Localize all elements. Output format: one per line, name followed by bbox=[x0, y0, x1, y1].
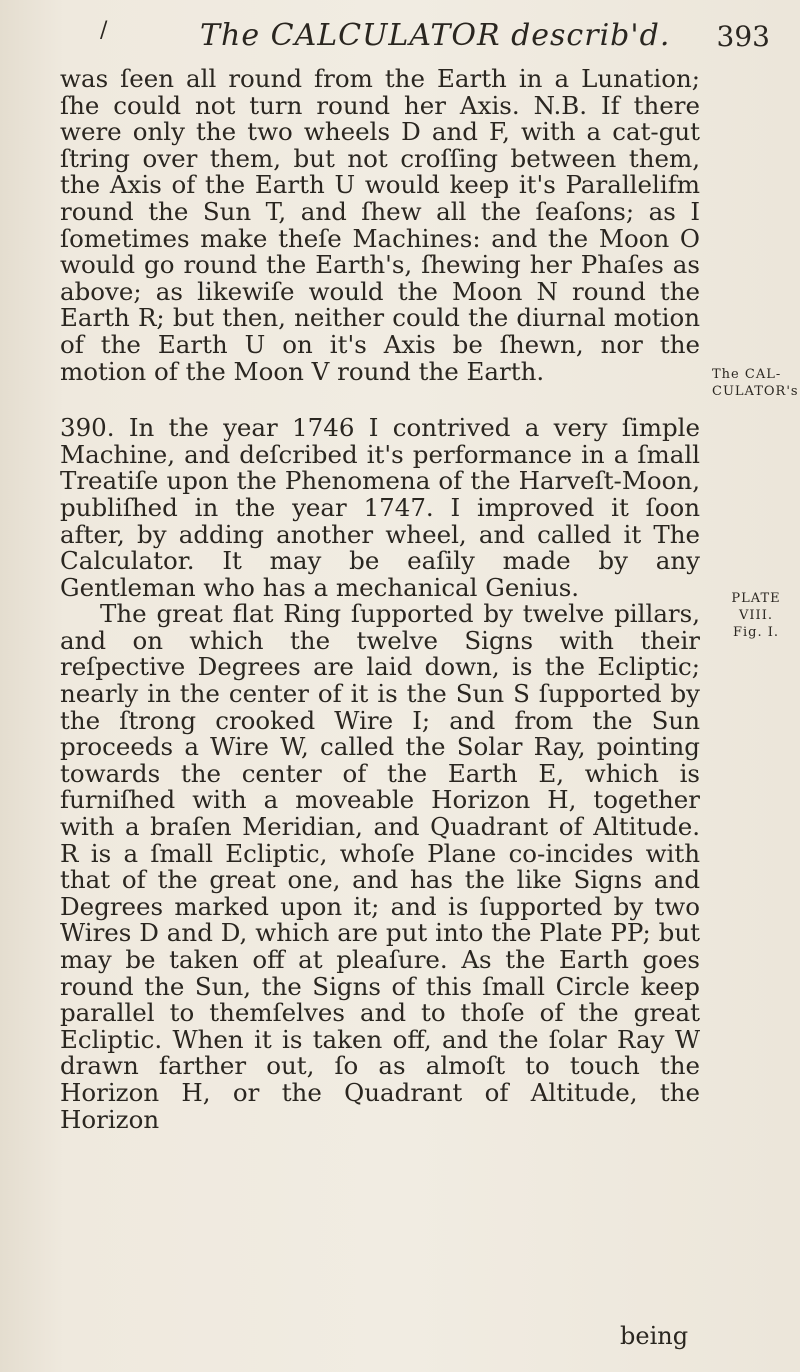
paragraph-continuation: was ſeen all round from the Earth in a Lunation; ſhe could not turn round her Axis. N.B. If there were only the two wheels D and F, with a cat-gut ſtring over them, but not croſſing between them, the Axis of the Earth U would keep it's Parallelifm round the Sun T, and ſhew all the ſeaſons; as I ſometimes make theſe Machines: and the Moon O would go round the Earth's, ſhewing her Phaſes as above; as likewiſe would the Moon N round the Earth R; but then, neither could the diurnal motion of the Earth U on it's Axis be ſhewn, nor the motion of the Moon V round the Earth. bbox=[60, 64, 700, 386]
page-number: 393 bbox=[716, 20, 770, 53]
margin-note-line: Fig. I. bbox=[732, 625, 780, 640]
margin-note-line: CULATOR's bbox=[712, 384, 799, 399]
catchword: being bbox=[620, 1322, 689, 1350]
margin-note-plate bbox=[716, 590, 796, 641]
header-mark: / bbox=[100, 18, 108, 43]
paragraph-390: 390. In the year 1746 I contrived a very ſimple Machine, and deſcribed it's performance in a ſmall Treatiſe upon the Phenomena of the Harveſt-Moon, publiſhed in the year 1747. I improved it ſoon after, by adding another wheel, and called it The Calculator. It may be eaſily made by any Gentleman who has a mechanical Genius. bbox=[60, 413, 700, 602]
margin-note-line: The CAL- bbox=[712, 367, 782, 382]
running-header bbox=[100, 14, 770, 54]
running-title: The CALCULATOR describ'd. bbox=[200, 18, 671, 53]
margin-note-line: VIII. bbox=[739, 608, 773, 623]
margin-note-calculator bbox=[712, 366, 798, 400]
margin-note-line: PLATE bbox=[731, 591, 781, 606]
paragraph-great-ring: The great flat Ring ſupported by twelve pillars, and on which the twelve Signs with their reſpective Degrees are laid down, is the Ecliptic; nearly in the center of it is the Sun S ſupported by the ſtrong crooked Wire I; and from the Sun proceeds a Wire W, called the Solar Ray, pointing towards the center of the Earth E, which is furniſhed with a moveable Horizon H, together with a braſen Meridian, and Quadrant of Altitude. R is a ſmall Ecliptic, whoſe Plane co-incides with that of the great one, and has the like Signs and Degrees marked upon it; and is ſupported by two Wires D and D, which are put into the Plate PP; but may be taken off at pleaſure. As the Earth goes round the Sun, the Signs of this ſmall Circle keep parallel to themſelves and to thoſe of the great Ecliptic. When it is taken off, and the ſolar Ray W drawn farther out, ſo as almoſt to touch the Horizon H, or the Quadrant of Altitude, the Horizon bbox=[60, 599, 700, 1134]
text-body bbox=[60, 66, 700, 1133]
